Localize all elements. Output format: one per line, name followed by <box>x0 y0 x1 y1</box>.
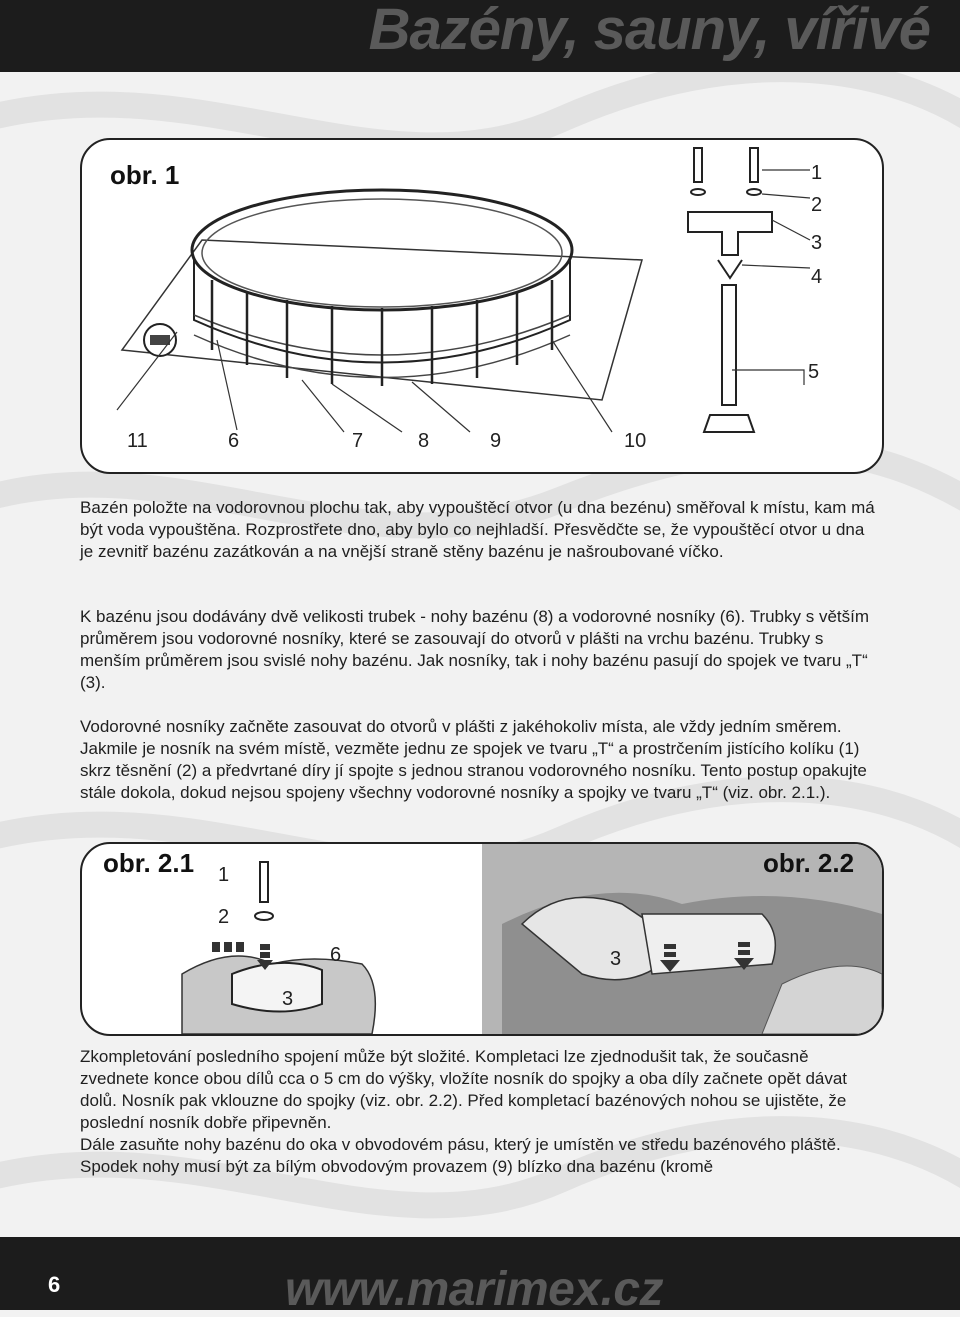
callout-5: 5 <box>808 361 820 383</box>
callout-3: 3 <box>811 232 823 254</box>
callout-4: 4 <box>811 266 823 288</box>
pool-frame-diagram <box>82 140 882 472</box>
paragraph-1: Bazén položte na vodorovnou plochu tak, aby vypouštěcí otvor (u dna bezénu) směřoval k místu, kam má být voda vypouštěna. Rozprostřete dno, aby bylo co nejhladší. Přesvědčte se, že vypouštěcí otvor u dna je zevnitř bazénu zazátkován a na vnější straně stěny bazénu je našroubované víčko. <box>80 498 875 561</box>
figure-1-title: obr. 1 <box>110 160 180 190</box>
paragraph-4: Zkompletování posledního spojení může být složité. Kompletaci lze zjednodušit tak, že současně zvednete konce obou dílů cca o 5 cm do výšky, vložíte nosník do spojky a oba díly začnete opět dávat dolů. Nosník pak vklouzne do spojky (viz. obr. 2.2). Před kompletací bazénových nohou se ujistěte, že poslední nosník dobře připevněn. <box>80 1047 848 1132</box>
instruction-text-5 <box>80 1134 880 1178</box>
callout-1: 1 <box>811 162 823 184</box>
callout-8: 8 <box>418 430 430 452</box>
figure-1-panel <box>80 138 884 474</box>
figure-2-callout-2: 2 <box>218 906 230 928</box>
callout-7: 7 <box>352 430 364 452</box>
paragraph-2: K bazénu jsou dodávány dvě velikosti trubek - nohy bazénu (8) a vodorovné nosníky (6). Trubky s větším průměrem jsou vodorovné nosníky, které se zasouvají do otvorů v plášti na vrchu bazénu. Trubky s menším průměrem jsou svislé nohy bazénu. Jak nosníky, tak i nohy bazénu pasují do spojek ve tvaru „T“ (3). <box>80 607 870 692</box>
figure-2-2-title: obr. 2.2 <box>763 848 855 878</box>
figure-2-callout-1: 1 <box>218 864 230 886</box>
header-bar <box>0 0 960 72</box>
instruction-text-1 <box>80 497 880 563</box>
figure-2-callout-6: 6 <box>330 944 342 966</box>
figure-2-callout-3: 3 <box>282 988 294 1010</box>
callout-2: 2 <box>811 194 823 216</box>
callout-6: 6 <box>228 430 240 452</box>
callout-9: 9 <box>490 430 502 452</box>
footer-url[interactable]: www.marimex.cz <box>285 1263 664 1316</box>
callout-11: 11 <box>127 430 148 452</box>
instruction-text-4 <box>80 1046 880 1134</box>
page-number: 6 <box>48 1272 61 1297</box>
figure-2-2-callout-3: 3 <box>610 948 622 970</box>
header-title: Bazény, sauny, vířivé <box>368 0 930 62</box>
figure-2-1-title: obr. 2.1 <box>103 848 195 878</box>
instruction-text-2 <box>80 606 880 694</box>
instruction-text-3 <box>80 716 880 804</box>
connector-photos <box>82 844 882 1034</box>
callout-10: 10 <box>624 430 647 452</box>
paragraph-3: Vodorovné nosníky začněte zasouvat do otvorů v plášti z jakéhokoliv místa, ale vždy jedním směrem. Jakmile je nosník na svém místě, vezměte jednu ze spojek ve tvaru „T“ a prostrčením jistícího kolíku (1) skrz těsnění (2) a předvrtané díry jí spojte s jednou stranou vodorovného nosníku. Tento postup opakujte stále dokola, dokud nejsou spojeny všechny vodorovné nosníky a spojky ve tvaru „T“ (viz. obr. 2.1.). <box>80 717 867 802</box>
paragraph-5: Dále zasuňte nohy bazénu do oka v obvodovém pásu, který je umístěn ve středu bazénového pláště. Spodek nohy musí být za bílým obvodovým provazem (9) blízko dna bazénu (kromě <box>80 1135 841 1176</box>
